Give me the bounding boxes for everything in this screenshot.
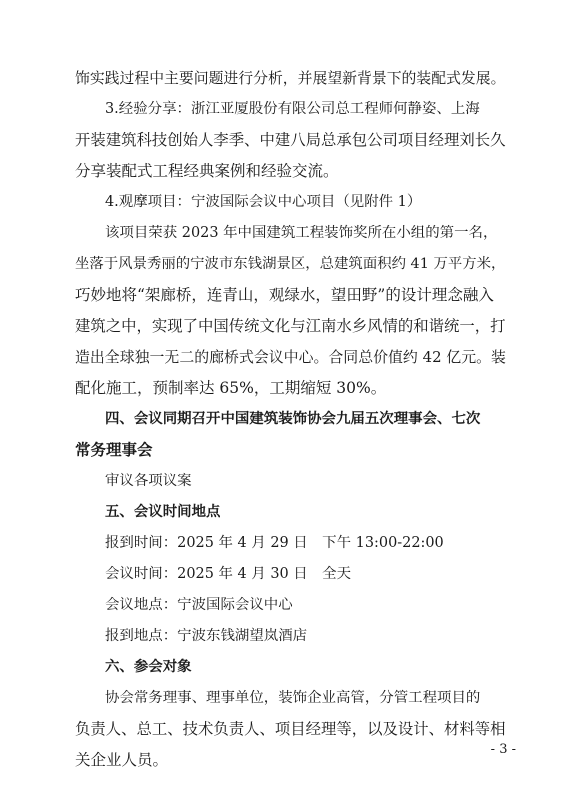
body-text: 分享装配式工程经典案例和经验交流。 bbox=[75, 162, 339, 180]
section-heading: 六、参会对象 bbox=[105, 658, 192, 675]
body-text: 造出全球独一无二的廊桥式会议中心。合同总价值约 42 亿元。装 bbox=[75, 348, 506, 366]
body-text: 建筑之中，实现了中国传统文化与江南水乡风情的和谐统一，打 bbox=[75, 317, 506, 335]
body-text: 协会常务理事、理事单位，装饰企业高管，分管工程项目的 bbox=[105, 690, 481, 706]
body-text: 巧妙地将“架廊桥，连青山，观绿水，望田野”的设计理念融入 bbox=[75, 286, 494, 304]
page-number: - 3 - bbox=[490, 742, 516, 757]
body-text: 负责人、总工、技术负责人、项目经理等，以及设计、材料等相 bbox=[75, 720, 506, 738]
body-text: 4.观摩项目：宁波国际会议中心项目（见附件 1） bbox=[105, 194, 422, 210]
body-text: 报到地点：宁波东钱湖望岚酒店 bbox=[105, 628, 308, 644]
body-text: 该项目荣获 2023 年中国建筑工程装饰奖所在小组的第一名， bbox=[105, 225, 498, 241]
body-text: 坐落于风景秀丽的宁波市东钱湖景区，总建筑面积约 41 万平方米， bbox=[75, 256, 506, 272]
body-text: 会议时间：2025 年 4 月 30 日 全天 bbox=[105, 566, 352, 582]
body-text: 会议地点：宁波国际会议中心 bbox=[105, 597, 293, 613]
section-heading: 常务理事会 bbox=[75, 440, 153, 459]
section-heading: 四、会议同期召开中国建筑装饰协会九届五次理事会、七次 bbox=[105, 410, 481, 427]
body-text: 报到时间：2025 年 4 月 29 日 下午 13:00-22:00 bbox=[105, 535, 444, 551]
body-text: 关企业人员。 bbox=[75, 751, 169, 769]
body-text: 开装建筑科技创始人李季、中建八局总承包公司项目经理刘长久 bbox=[75, 131, 506, 149]
body-text: 饰实践过程中主要问题进行分析，并展望新背景下的装配式发展。 bbox=[75, 69, 506, 87]
body-text: 3.经验分享：浙江亚厦股份有限公司总工程师何静姿、上海 bbox=[105, 101, 480, 117]
body-text: 审议各项议案 bbox=[105, 473, 192, 489]
section-heading: 五、会议时间地点 bbox=[105, 503, 221, 520]
body-text: 配化施工，预制率达 65%，工期缩短 30%。 bbox=[75, 379, 387, 397]
